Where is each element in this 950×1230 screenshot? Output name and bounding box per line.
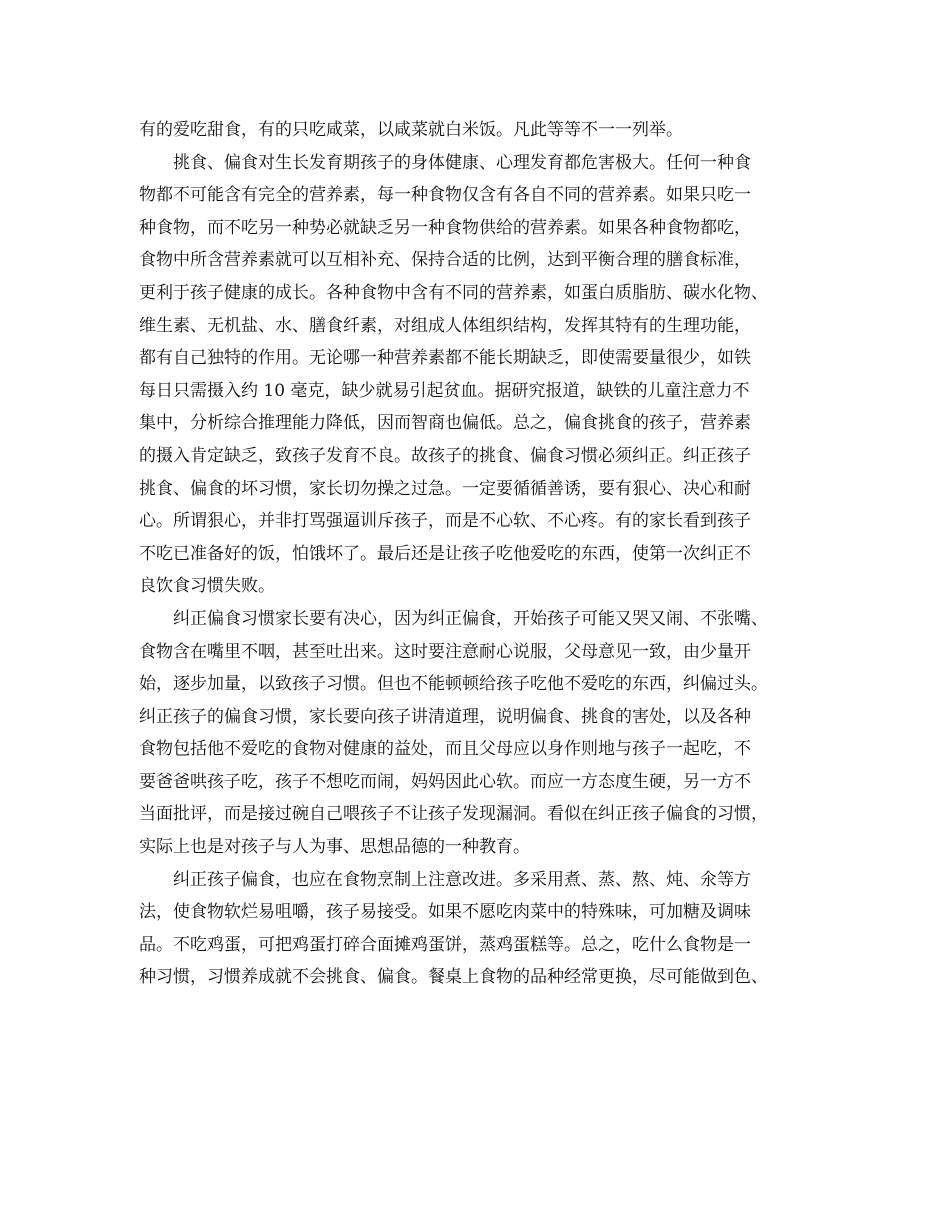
text-line: 食物中所含营养素就可以互相补充、保持合适的比例，达到平衡合理的膳食标准， bbox=[139, 250, 751, 271]
text-line: 都有自己独特的作用。无论哪一种营养素都不能长期缺乏，即使需要量很少，如铁 bbox=[139, 348, 751, 369]
paragraph bbox=[139, 864, 815, 994]
text-line: 更利于孩子健康的成长。各种食物中含有不同的营养素，如蛋白质脂肪、碳水化物、 bbox=[139, 282, 768, 303]
text-line: 的摄入肯定缺乏，致孩子发育不良。故孩子的挑食、偏食习惯必须纠正。纠正孩子 bbox=[139, 445, 751, 466]
text-line: 法，使食物软烂易咀嚼，孩子易接受。如果不愿吃肉菜中的特殊味，可加糖及调味 bbox=[139, 902, 751, 923]
text-line: 始，逐步加量，以致孩子习惯。但也不能顿顿给孩子吃他不爱吃的东西，纠偏过头。 bbox=[139, 674, 768, 695]
text-line: 种习惯，习惯养成就不会挑食、偏食。餐桌上食物的品种经常更换，尽可能做到色、 bbox=[139, 967, 768, 988]
text-line: 维生素、无机盐、水、膳食纤素，对组成人体组织结构，发挥其特有的生理功能， bbox=[139, 315, 751, 336]
text-line: 食物含在嘴里不咽，甚至吐出来。这时要注意耐心说服，父母意见一致，由少量开 bbox=[139, 641, 751, 662]
text-line: 纠正孩子偏食，也应在食物烹制上注意改进。多采用煮、蒸、熬、炖、氽等方 bbox=[173, 869, 751, 890]
document-body bbox=[139, 114, 815, 994]
text-line: 有的爱吃甜食，有的只吃咸菜，以咸菜就白米饭。凡此等等不一一列举。 bbox=[139, 120, 683, 140]
text-line: 当面批评，而是接过碗自己喂孩子不让孩子发现漏洞。看似在纠正孩子偏食的习惯， bbox=[139, 804, 768, 825]
text-line: 挑食、偏食对生长发育期孩子的身体健康、心理发育都危害极大。任何一种食 bbox=[173, 152, 751, 173]
paragraph bbox=[139, 603, 815, 864]
text-line: 每日只需摄入约 10 毫克，缺少就易引起贫血。据研究报道，缺铁的儿童注意力不 bbox=[139, 380, 750, 401]
paragraph bbox=[139, 147, 815, 603]
text-line: 纠正偏食习惯家长要有决心，因为纠正偏食，开始孩子可能又哭又闹、不张嘴、 bbox=[173, 608, 768, 629]
text-line: 集中，分析综合推理能力降低，因而智商也偏低。总之，偏食挑食的孩子，营养素 bbox=[139, 413, 751, 434]
text-line: 食物包括他不爱吃的食物对健康的益处，而且父母应以身作则地与孩子一起吃，不 bbox=[139, 739, 751, 760]
text-line: 物都不可能含有完全的营养素，每一种食物仅含有各自不同的营养素。如果只吃一 bbox=[139, 185, 751, 206]
text-line: 不吃已准备好的饭，怕饿坏了。最后还是让孩子吃他爱吃的东西，使第一次纠正不 bbox=[139, 543, 751, 564]
text-line: 挑食、偏食的坏习惯，家长切勿操之过急。一定要循循善诱，要有狠心、决心和耐 bbox=[139, 478, 751, 499]
text-line: 纠正孩子的偏食习惯，家长要向孩子讲清道理，说明偏食、挑食的害处，以及各种 bbox=[139, 706, 751, 727]
text-line: 心。所谓狠心，并非打骂强逼训斥孩子，而是不心软、不心疼。有的家长看到孩子 bbox=[139, 511, 751, 532]
text-line: 品。不吃鸡蛋，可把鸡蛋打碎合面摊鸡蛋饼，蒸鸡蛋糕等。总之，吃什么食物是一 bbox=[139, 934, 751, 955]
text-line: 种食物，而不吃另一种势必就缺乏另一种食物供给的营养素。如果各种食物都吃， bbox=[139, 217, 751, 238]
text-line: 要爸爸哄孩子吃，孩子不想吃而闹，妈妈因此心软。而应一方态度生硬，另一方不 bbox=[139, 771, 751, 792]
paragraph bbox=[139, 114, 815, 147]
text-line: 实际上也是对孩子与人为事、思想品德的一种教育。 bbox=[139, 837, 530, 858]
text-line: 良饮食习惯失败。 bbox=[139, 576, 275, 597]
